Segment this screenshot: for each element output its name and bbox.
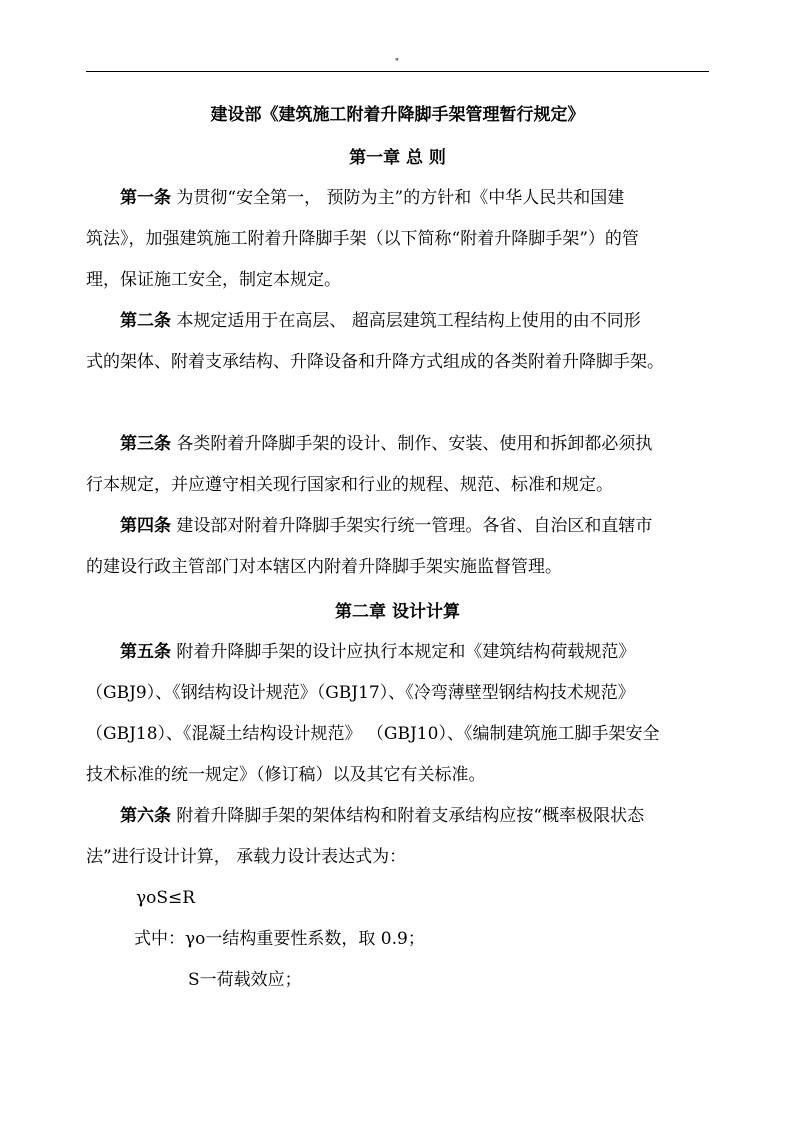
header-mark: " <box>394 58 400 68</box>
article-1-line-2: 筑法》，加强建筑施工附着升降脚手架（以下简称“附着升降脚手架”）的管 <box>86 229 639 249</box>
formula-note-gamma: 式中：γo一结构重要性系数，取 0.9； <box>134 929 425 949</box>
chapter-2-title: 第二章 设计计算 <box>335 602 460 622</box>
article-5-label: 第五条 <box>120 642 171 662</box>
article-5-line-3: （GBJ18）、《混凝土结构设计规范》 （GBJ10）、《编制建筑施工脚手架安全 <box>86 724 660 744</box>
article-5 <box>86 632 709 796</box>
article-3 <box>86 424 709 506</box>
article-1-label: 第一条 <box>120 188 171 208</box>
article-2-line-2: 式的架体、附着支承结构、升降设备和升降方式组成的各类附着升降脚手架。 <box>86 352 664 372</box>
formula-expression: γoS≤R <box>136 888 196 908</box>
article-1-line-3: 理，保证施工安全，制定本规定。 <box>86 270 341 290</box>
blank-line <box>86 383 709 424</box>
chapter-1-title: 第一章 总 则 <box>349 148 446 168</box>
document-body <box>86 96 709 1001</box>
article-3-line-2: 行本规定，并应遵守相关现行国家和行业的规程、规范、标准和规定。 <box>86 475 613 495</box>
article-4 <box>86 506 709 588</box>
article-2-label: 第二条 <box>120 311 171 331</box>
article-5-line-2: （GBJ9）、《钢结构设计规范》（GBJ17）、《冷弯薄壁型钢结构技术规范》 <box>86 683 635 703</box>
article-1 <box>86 178 709 301</box>
article-4-line-2: 的建设行政主管部门对本辖区内附着升降脚手架实施监督管理。 <box>86 557 562 577</box>
article-1-line-1: 为贯彻“安全第一， 预防为主”的方针和《中华人民共和国建 <box>176 188 625 208</box>
article-4-line-1: 建设部对附着升降脚手架实行统一管理。各省、自治区和直辖市 <box>176 516 653 536</box>
article-6-line-1: 附着升降脚手架的架体结构和附着支承结构应按“概率极限状态 <box>176 806 645 826</box>
article-2 <box>86 301 709 383</box>
header-rule <box>86 71 709 72</box>
document-title: 建设部《建筑施工附着升降脚手架管理暂行规定》 <box>210 105 585 125</box>
article-4-label: 第四条 <box>120 516 171 536</box>
article-5-line-1: 附着升降脚手架的设计应执行本规定和《建筑结构荷载规范》 <box>176 642 636 662</box>
article-6-label: 第六条 <box>120 806 171 826</box>
article-3-line-1: 各类附着升降脚手架的设计、制作、安装、使用和拆卸都必须执 <box>176 434 653 454</box>
article-6-line-2: 法”进行设计计算， 承载力设计表达式为： <box>86 847 407 867</box>
article-2-line-1: 本规定适用于在高层、 超高层建筑工程结构上使用的由不同形 <box>176 311 641 331</box>
article-3-label: 第三条 <box>120 434 171 454</box>
formula-note-s: S一荷载效应； <box>188 970 302 990</box>
article-5-line-4: 技术标准的统一规定》（修订稿）以及其它有关标准。 <box>86 765 486 785</box>
article-6 <box>86 796 709 878</box>
